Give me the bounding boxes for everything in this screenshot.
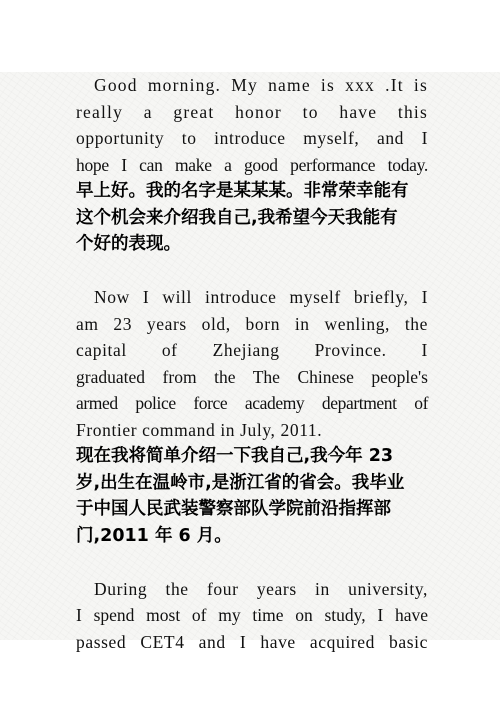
text-line: capital of Zhejiang Province. I (76, 340, 428, 360)
text-line: 于中国人民武装警察部队学院前沿指挥部 (76, 499, 391, 519)
text-line: During the four years in university, (94, 578, 428, 599)
document-page (0, 72, 500, 652)
text-line: 这个机会来介绍我自己,我希望今天我能有 (76, 207, 398, 228)
text-line: opportunity to introduce myself, and I (76, 128, 428, 148)
paragraph-2-english (76, 284, 428, 443)
paragraph-3 (76, 576, 428, 656)
text-line: am 23 years old, born in wenling, the (76, 313, 428, 334)
paragraph-2 (76, 284, 428, 549)
document-content (76, 72, 428, 655)
text-line: really a great honor to have this (76, 101, 428, 122)
text-line: 岁,出生在温岭市,是浙江省的省会。我毕业 (76, 472, 405, 493)
text-line: I spend most of my time on study, I have (76, 605, 428, 625)
text-line: Now I will introduce myself briefly, I (94, 287, 428, 307)
paragraph-gap (76, 549, 428, 576)
text-line: passed CET4 and I have acquired basic (76, 631, 428, 652)
text-line: 早上好。我的名字是某某某。非常荣幸能有 (76, 181, 409, 201)
paragraph-1-chinese (76, 178, 428, 258)
text-line: graduated from the The Chinese people's (76, 366, 428, 387)
text-line: armed police force academy department of (76, 393, 428, 413)
text-line: Frontier command in July, 2011. (76, 419, 323, 440)
text-line: 个好的表现。 (76, 234, 181, 254)
text-line: 门,2011 年 6 月。 (76, 525, 232, 546)
paragraph-1-english (76, 72, 428, 178)
text-line: hope I can make a good performance today. (76, 154, 428, 175)
text-line: Good morning. My name is xxx .It is (94, 75, 428, 95)
paragraph-2-chinese (76, 443, 428, 549)
paragraph-1 (76, 72, 428, 258)
text-line: 现在我将简单介绍一下我自己,我今年 23 (76, 446, 394, 466)
paragraph-3-english (76, 576, 428, 656)
paragraph-gap (76, 258, 428, 285)
